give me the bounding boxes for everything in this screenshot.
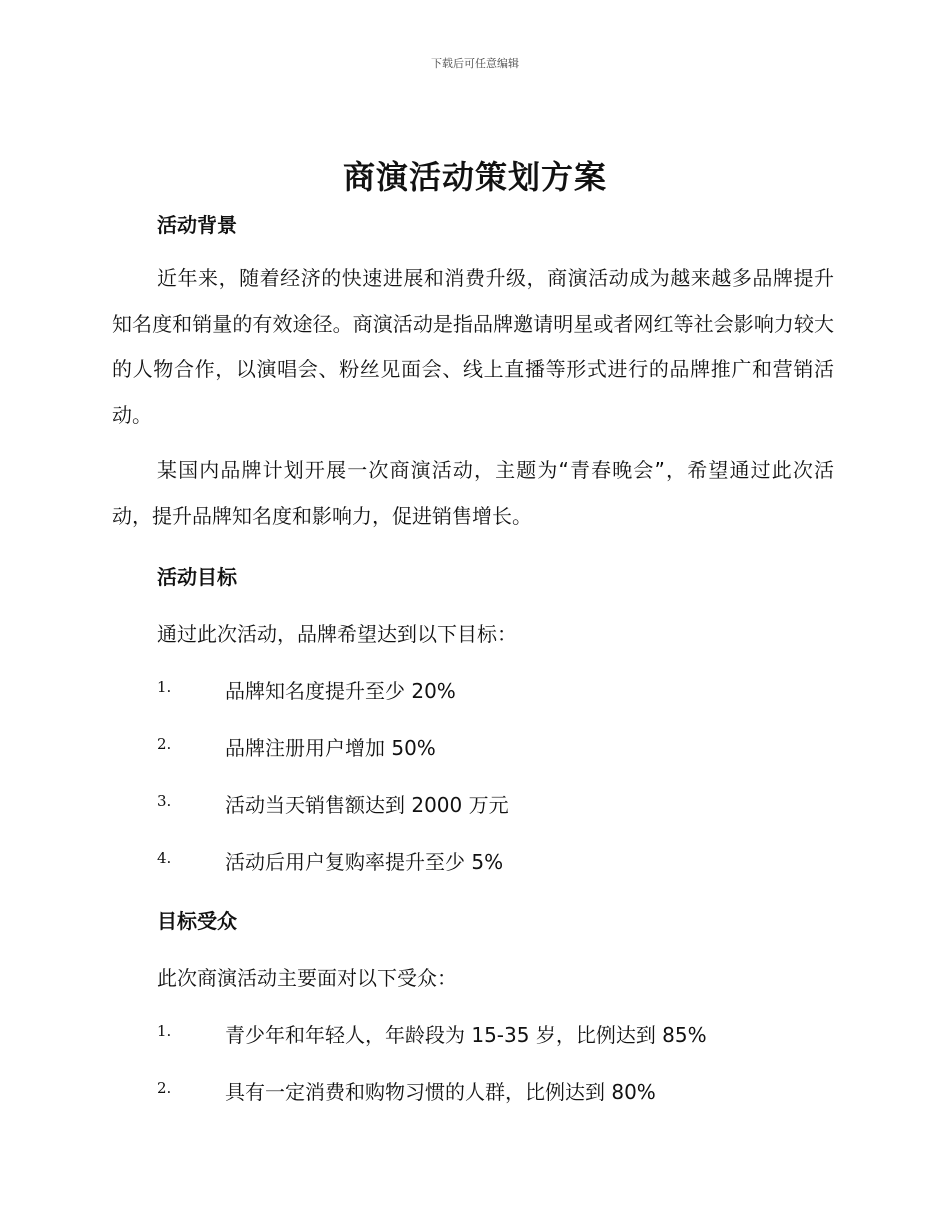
list-text: 活动当天销售额达到 2000 万元 [225,793,509,817]
page-header: 下载后可任意编辑 [431,57,519,70]
list-text: 品牌知名度提升至少 20% [225,679,456,703]
list-item [157,846,837,876]
background-paragraph-2: 某国内品牌计划开展一次商演活动，主题为“青春晚会”，希望通过此次活动，提升品牌知名度和影响力，促进销售增长。 [112,458,834,528]
list-text: 品牌注册用户增加 50% [225,736,436,760]
section-heading-audience: 目标受众 [157,909,237,933]
list-text: 活动后用户复购率提升至少 5% [225,850,504,874]
list-item [157,732,837,762]
audience-intro: 此次商演活动主要面对以下受众： [157,966,457,990]
background-paragraph-1: 近年来，随着经济的快速进展和消费升级，商演活动成为越来越多品牌提升知名度和销量的有效途径。商演活动是指品牌邀请明星或者网红等社会影响力较大的人物合作，以演唱会、粉丝见面会、线上直播等形式进行的品牌推广和营销活动。 [112,266,834,427]
list-number: 1. [157,1022,172,1040]
list-number: 2. [157,735,172,753]
list-item [157,675,837,705]
list-item [157,1076,837,1106]
list-number: 4. [157,849,172,867]
list-item [157,1019,837,1049]
section-heading-goals: 活动目标 [157,565,237,589]
section-heading-background: 活动背景 [157,213,237,237]
document-title: 商演活动策划方案 [342,158,607,196]
list-number: 1. [157,678,172,696]
list-text: 青少年和年轻人，年龄段为 15-35 岁，比例达到 85% [225,1023,707,1047]
goals-intro: 通过此次活动，品牌希望达到以下目标： [157,622,517,646]
list-number: 2. [157,1079,172,1097]
list-text: 具有一定消费和购物习惯的人群，比例达到 80% [225,1080,656,1104]
list-item [157,789,837,819]
list-number: 3. [157,792,172,810]
